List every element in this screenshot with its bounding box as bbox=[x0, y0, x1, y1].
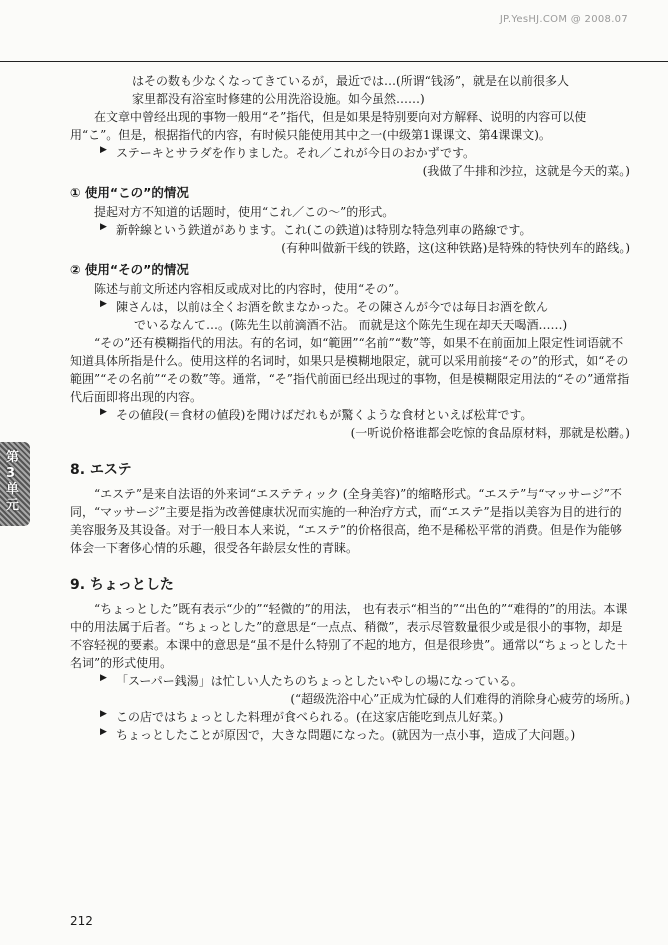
example-sentence: ▶ この店ではちょっとした料理が食べられる。(在这家店能吃到点儿好菜。) bbox=[70, 708, 630, 726]
section-heading-9: 9. ちょっとした bbox=[70, 576, 174, 593]
example-sentence: ▶ 「スーパー銭湯」は忙しい人たちのちょっとしたいやしの場になっている。 bbox=[70, 672, 630, 690]
translation: (有种叫做新干线的铁路，这(这种铁路)是特殊的特快列车的路线。) bbox=[281, 240, 630, 255]
paragraph: 提起对方不知道的话题时，使用“これ／この～”的形式。 bbox=[94, 204, 395, 219]
translation: (一听说价格谁都会吃惊的食品原材料，那就是松蘑。) bbox=[350, 425, 630, 440]
text-line: 家里都没有浴室时修建的公用洗浴设施。如今虽然……) bbox=[132, 92, 425, 106]
unit-side-tab bbox=[0, 442, 30, 526]
example-sentence: ▶ その値段(＝食材の値段)を聞けばだれもが驚くような食材といえば松茸です。 bbox=[70, 406, 630, 424]
paragraph: “ちょっとした”既有表示“少的”“轻微的”的用法， 也有表示“相当的”“出色的”“难得的”的用法。本课中的用法属于后者。“ちょっとした”的意思是“一点点、稍微”，表示尽管数量很少或是很小的事物，却是不容轻视的要素。本课中的意思是“虽不是什么特别了不起的地方，但是很珍贵”。通常以“ちょっとした＋名词”的形式使用。 bbox=[70, 601, 629, 670]
page-content bbox=[70, 72, 630, 744]
header-rule bbox=[0, 61, 668, 62]
example-line: でいるなんて…。(陈先生以前滴酒不沾。 而就是这个陈先生现在却天天喝酒……) bbox=[134, 317, 568, 332]
translation: (我做了牛排和沙拉，这就是今天的菜。) bbox=[422, 164, 630, 178]
unit-side-tab-label: 第3单元 bbox=[6, 450, 20, 513]
example-sentence: ▶ ステーキとサラダを作りました。それ／これが今日のおかずです。 bbox=[70, 144, 630, 162]
text-line: はその数も少なくなってきているが，最近では…(所谓“钱汤”，就是在以前很多人 bbox=[132, 74, 569, 88]
subheading-kono: ① 使用“この”的情况 bbox=[70, 185, 189, 200]
watermark: JP.YesHJ.COM @ 2008.07 bbox=[499, 14, 628, 25]
page-number: 212 bbox=[70, 914, 93, 928]
paragraph: “その”还有模糊指代的用法。有的名词，如“範囲”“名前”“数”等，如果不在前面加上限定性词语就不知道具体所指是什么。使用这样的名词时，如果只是模糊地限定，就可以采用前接“その”的形式，如“その範囲”“その名前”“その数”等。通常，“そ”指代前面已经出现过的事物，但是模糊限定用法的“その”通常指代后面即将出现的内容。 bbox=[70, 335, 630, 404]
example-line: 陳さんは，以前は全くお酒を飲まなかった。その陳さんが今では毎日お酒を飲ん bbox=[116, 299, 549, 314]
example-sentence: ▶ 新幹線という鉄道があります。これ(この鉄道)は特別な特急列車の路線です。 bbox=[70, 221, 630, 239]
translation: (“超级洗浴中心”正成为忙碌的人们难得的消除身心疲劳的场所。) bbox=[290, 691, 630, 706]
paragraph: 陈述与前文所述内容相反或成对比的内容时，使用“その”。 bbox=[94, 281, 407, 296]
example-sentence bbox=[70, 298, 630, 334]
paragraph: 在文章中曾经出现的事物一般用“そ”指代，但是如果是特别要向对方解释、说明的内容可以使用“こ”。但是，根据指代的内容，有时候只能使用其中之一(中级第1课课文、第4课课文)。 bbox=[70, 110, 587, 142]
example-sentence: ▶ ちょっとしたことが原因で，大きな問題になった。(就因为一点小事，造成了大问题。) bbox=[70, 726, 630, 744]
paragraph: “エステ”是来自法语的外来词“エステティック (全身美容)”的缩略形式。“エステ”与“マッサージ”不同，“マッサージ”主要是指为改善健康状况而实施的一种治疗方式，而“エステ”是指以美容为目的进行的美容服务及其设备。对于一般日本人来说，“エステ”的价格很高，绝不是稀松平常的消费。但是作为能够体会一下奢侈心情的乐趣，很受各年龄层女性的青睐。 bbox=[70, 486, 623, 555]
subheading-sono: ② 使用“その”的情况 bbox=[70, 261, 189, 277]
section-heading-8: 8. エステ bbox=[70, 461, 132, 478]
